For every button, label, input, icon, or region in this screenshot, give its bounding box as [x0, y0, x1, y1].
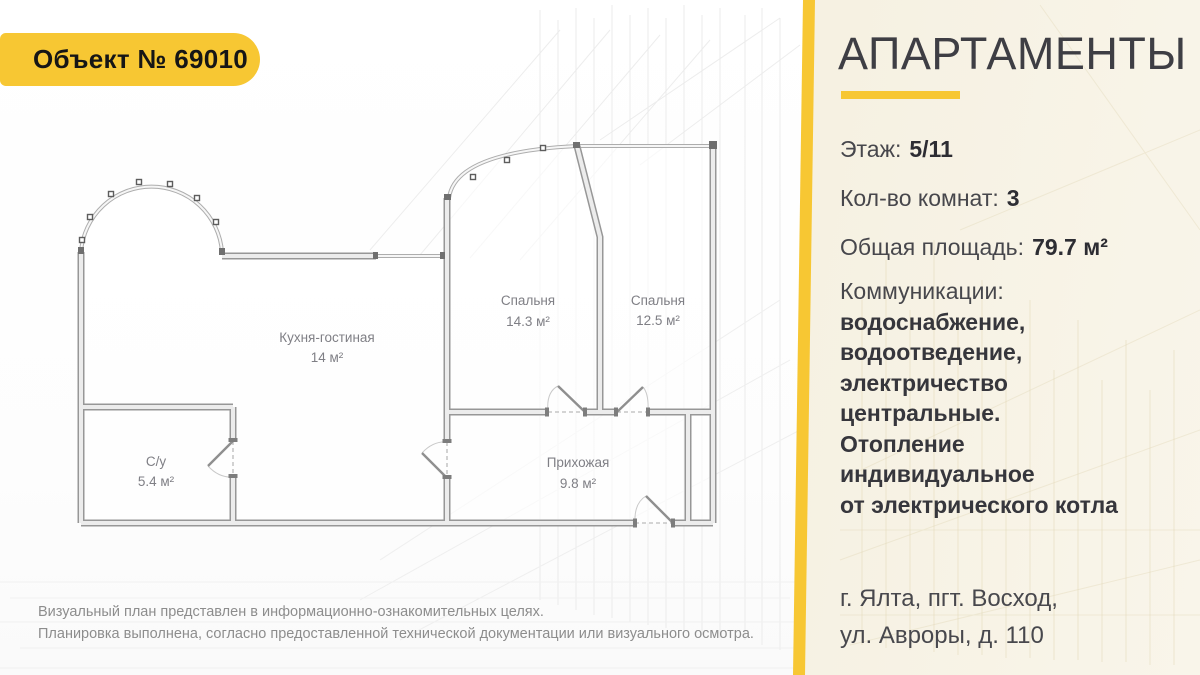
communications-line: Отопление	[840, 430, 965, 457]
object-number-badge	[0, 33, 260, 86]
room-area-kitchen: 14 м²	[310, 350, 344, 365]
area-value: 79.7 м²	[1032, 234, 1108, 260]
floor-value: 5/11	[909, 136, 953, 162]
communications-label: Коммуникации:	[840, 278, 1004, 304]
room-area-hallway: 9.8 м²	[559, 476, 597, 491]
object-number-label: Объект № 69010	[33, 44, 249, 74]
property-details	[840, 136, 1190, 283]
detail-row-rooms	[840, 185, 1190, 234]
apartment-footprint	[81, 146, 713, 523]
detail-row-floor	[840, 136, 1190, 185]
disclaimer-line-1: Визуальный план представлен в информационно-ознакомительных целях.	[38, 604, 544, 620]
room-name-bedroom-2: Спальня	[630, 293, 686, 308]
page-title: АПАРТАМЕНТЫ	[838, 28, 1187, 79]
room-area-bathroom: 5.4 м²	[137, 474, 175, 489]
communications-block	[840, 276, 1192, 520]
communications-line: от электрического котла	[840, 491, 1118, 518]
communications-line: водоотведение,	[840, 339, 1023, 365]
communications-line: центральные.	[840, 400, 1001, 426]
disclaimer	[38, 601, 778, 645]
disclaimer-line-2: Планировка выполнена, согласно предоставленной технической документации или визуального осмотра.	[38, 626, 754, 642]
floor-label: Этаж:	[840, 136, 902, 162]
floor-plan	[60, 130, 740, 540]
communications-line: электричество	[840, 369, 1008, 396]
area-label: Общая площадь:	[840, 234, 1025, 260]
communications-line: водоснабжение,	[840, 308, 1026, 335]
title-accent-underline	[841, 91, 960, 99]
room-name-bathroom: С/у	[145, 454, 167, 469]
room-area-bedroom-1: 14.3 м²	[506, 314, 550, 329]
address-line-1: г. Ялта, пгт. Восход,	[840, 585, 1058, 612]
room-name-bedroom-1: Спальня	[500, 293, 556, 308]
address-block	[840, 580, 1190, 654]
rooms-label: Кол-во комнат:	[840, 185, 999, 211]
room-area-bedroom-2: 12.5 м²	[636, 313, 680, 328]
communications-line: индивидуальное	[840, 461, 1035, 487]
room-name-hallway: Прихожая	[546, 455, 610, 470]
room-name-kitchen: Кухня-гостиная	[279, 330, 375, 345]
rooms-value: 3	[1006, 185, 1020, 211]
address-line-2: ул. Авроры, д. 110	[840, 622, 1044, 649]
